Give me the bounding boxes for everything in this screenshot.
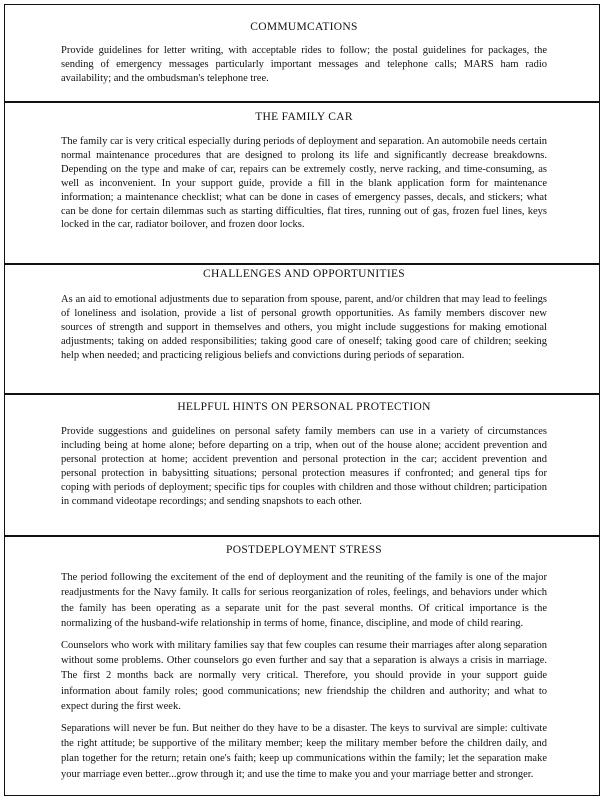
section-paragraph: As an aid to emotional adjustments due to separation from spouse, parent, and/or children that may lead to feelings of loneliness and isolation, provide a list of personal growth opportunities. As family members discover new sources of strength and support in themselves and others, you might include suggestions for making emotional adjustments; taking on added responsibilities; taking good care of oneself; taking good care of children; seeking help when needed; and practicing religious beliefs and convictions during periods of separation. <box>61 294 547 361</box>
section-paragraph: The family car is very critical especially during periods of deployment and separation. An automobile needs certain normal maintenance procedures that are designed to prolong its life and significantly decrease breakdowns. Depending on the type and make of car, repairs can be extremely costly, nerve racking, and time-consuming, as well as inconvenient. In your support guide, provide a fill in the blank application form for maintenance information; a maintenance checklist; what can be done in cases of emergency passes, decals, and stickers; what can be done for certain dilemmas such as starting difficulties, flat tires, running out of gas, frozen fuel lines, keys locked in the car, radiator boilover, and frozen door locks. <box>61 136 547 231</box>
section-title: HELPFUL HINTS ON PERSONAL PROTECTION <box>177 401 431 413</box>
section-postdeployment-stress <box>5 537 599 797</box>
section-paragraph: The period following the excitement of the end of deployment and the reuniting of the family is one of the major readjustments for the Navy family. It calls for serious reorganization of roles, feelings, and behaviors under which the family has been operating as a separate unit for the past several months. Of critical importance is the normalizing of the husband-wife relationship in terms of home, finance, discipline, and mode of child rearing. <box>61 572 547 630</box>
section-paragraph: Counselors who work with military families say that few couples can resume their marriages after along separation without some problems. Other counselors go even further and say that a separation is always a crisis in marriage. The first 2 months back are normally very critical. Therefore, you should provide in your support guide information about family roles; good communications; new friendship the children and authority; and what to expect during the first week. <box>61 639 547 713</box>
section-paragraph: Provide suggestions and guidelines on personal safety family members can use in a variety of circumstances including being at home alone; before departing on a trip, when out of the house alone; accident prevention and personal protection at home; accident prevention and personal protection in the car; accident prevention and personal protection in babysitting situations; personal protection measures if confronted; and general tips for coping with periods of deployment; specific tips for couples with children and those without children; participation in command videotape recordings; and sending snapshots to each other. <box>61 426 547 507</box>
section-title: CHALLENGES AND OPPORTUNITIES <box>203 268 405 280</box>
section-family-car <box>5 103 599 265</box>
document-page <box>4 4 600 796</box>
section-paragraph: Separations will never be fun. But neither do they have to be a disaster. The keys to survival are simple: cultivate the right attitude; be supportive of the military member; keep the military member before the children daily, and plan together for the return; retain one's faith; keep up communications within the family; let the separation make your marriage even better...grow through it; and use the time to make you and your marriage better and stronger. <box>61 722 547 780</box>
section-personal-protection <box>5 395 599 537</box>
section-paragraph: Provide guidelines for letter writing, with acceptable rides to follow; the postal guidelines for packages, the sending of emergency messages particularly important messages and telephone calls; MARS ham radio availability; and the ombudsman's telephone tree. <box>61 45 547 84</box>
section-communications <box>5 5 599 103</box>
section-title: POSTDEPLOYMENT STRESS <box>226 544 382 556</box>
section-title: COMMUMCATIONS <box>250 21 358 33</box>
section-challenges <box>5 265 599 395</box>
section-title: THE FAMILY CAR <box>255 111 353 123</box>
